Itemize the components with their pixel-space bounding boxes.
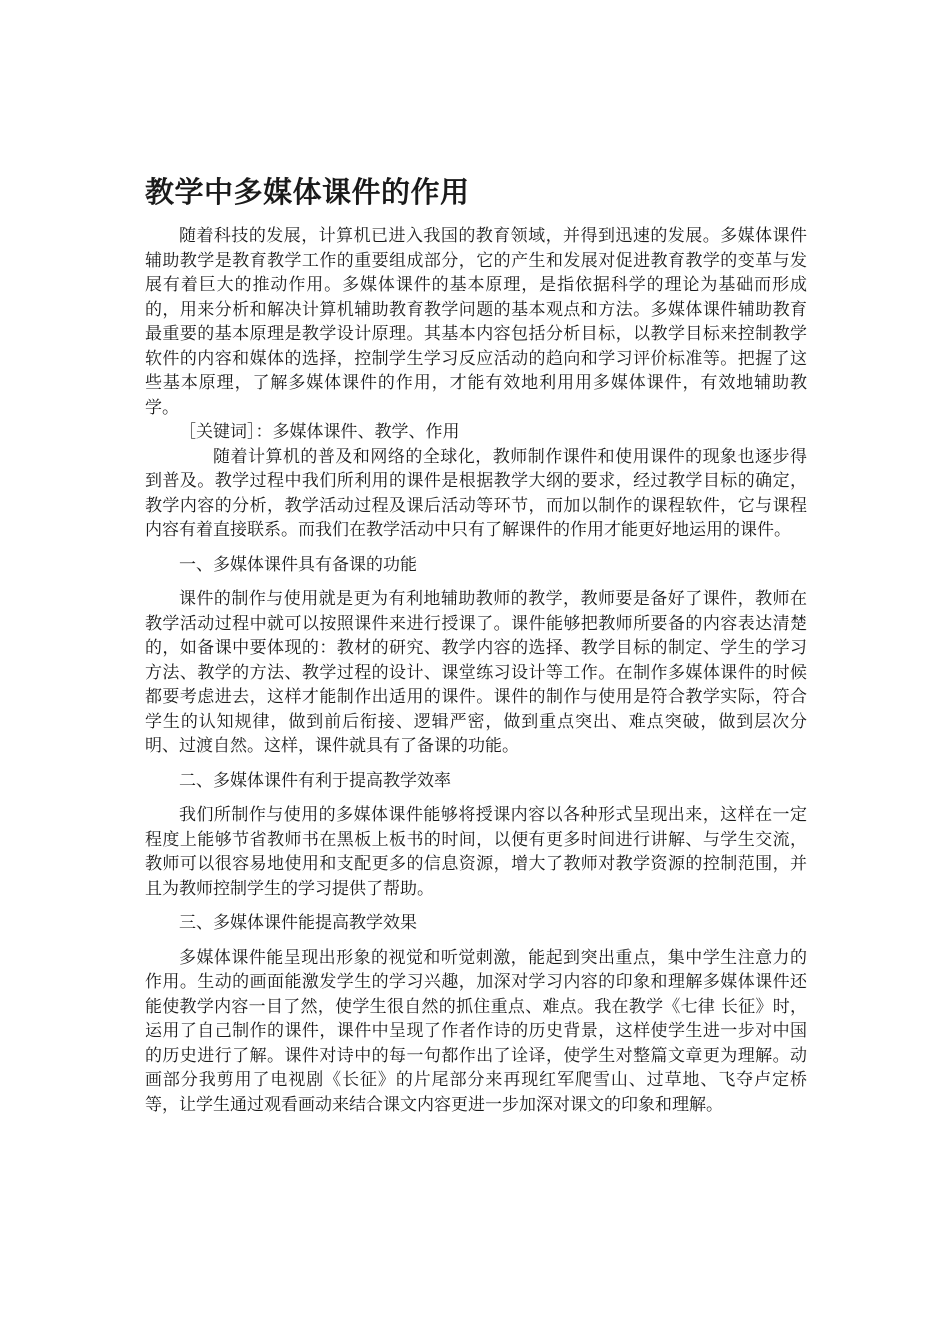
- section-3-body: 多媒体课件能呈现出形象的视觉和听觉刺激，能起到突出重点，集中学生注意力的作用。生动的画面能激发学生的学习兴趣，加深对学习内容的印象和理解多媒体课件还能使教学内容一目了然，使学生很自然的抓住重点、难点。我在教学《七律 长征》时，运用了自己制作的课件，课件中呈现了作者作诗的历史背景，这样使学生进一步对中国的历史进行了解。课件对诗中的每一句都作出了诠译，使学生对整篇文章更为理解。动画部分我剪用了电视剧《长征》的片尾部分来再现红军爬雪山、过草地、飞夺卢定桥等，让学生通过观看画动来结合课文内容更进一步加深对课文的印象和理解。: [145, 947, 807, 1115]
- intro-paragraph: 随着计算机的普及和网络的全球化，教师制作课件和使用课件的现象也逐步得到普及。教学过程中我们所利用的课件是根据教学大纲的要求，经过教学目标的确定，教学内容的分析，教学活动过程及课后活动等环节，而加以制作的课程软件，它与课程内容有着直接联系。而我们在教学活动中只有了解课件的作用才能更好地运用的课件。: [145, 446, 807, 540]
- abstract-paragraph: 随着科技的发展，计算机已进入我国的教育领域，并得到迅速的发展。多媒体课件辅助教学是教育教学工作的重要组成部分，它的产生和发展对促进教育教学的变革与发展有着巨大的推动作用。多媒体课件的基本原理，是指依据科学的理论为基础而形成的，用来分析和解决计算机辅助教育教学问题的基本观点和方法。多媒体课件辅助教育最重要的基本原理是教学设计原理。其基本内容包括分析目标，以教学目标来控制教学软件的内容和媒体的选择，控制学生学习反应活动的趋向和学习评价标准等。把握了这些基本原理，了解多媒体课件的作用，才能有效地利用用多媒体课件，有效地辅助教学。: [145, 226, 807, 418]
- section-2-body: 我们所制作与使用的多媒体课件能够将授课内容以各种形式呈现出来，这样在一定程度上能够节省教师书在黑板上板书的时间，以便有更多时间进行讲解、与学生交流，教师可以很容易地使用和支配更多的信息资源，增大了教师对教学资源的控制范围，并且为教师控制学生的学习提供了帮助。: [145, 805, 807, 899]
- section-1-body: 课件的制作与使用就是更为有利地辅助教师的教学，教师要是备好了课件，教师在教学活动过程中就可以按照课件来进行授课了。课件能够把教师所要备的内容表达清楚的，如备课中要体现的：教材的研究、教学内容的选择、教学目标的制定、学生的学习方法、教学的方法、教学过程的设计、课堂练习设计等工作。在制作多媒体课件的时候都要考虑进去，这样才能制作出适用的课件。课件的制作与使用是符合教学实际，符合学生的认知规律，做到前后衔接、逻辑严密，做到重点突出、难点突破，做到层次分明、过渡自然。这样，课件就具有了备课的功能。: [145, 589, 807, 756]
- keywords-line: ［关键词］：多媒体课件、教学、作用: [179, 422, 460, 442]
- document-title: 教学中多媒体课件的作用: [145, 175, 470, 209]
- section-2-heading: 二、多媒体课件有利于提高教学效率: [179, 770, 451, 791]
- section-1-heading: 一、多媒体课件具有备课的功能: [179, 554, 417, 575]
- document-page: [145, 170, 807, 1117]
- section-3-heading: 三、多媒体课件能提高教学效果: [179, 913, 417, 933]
